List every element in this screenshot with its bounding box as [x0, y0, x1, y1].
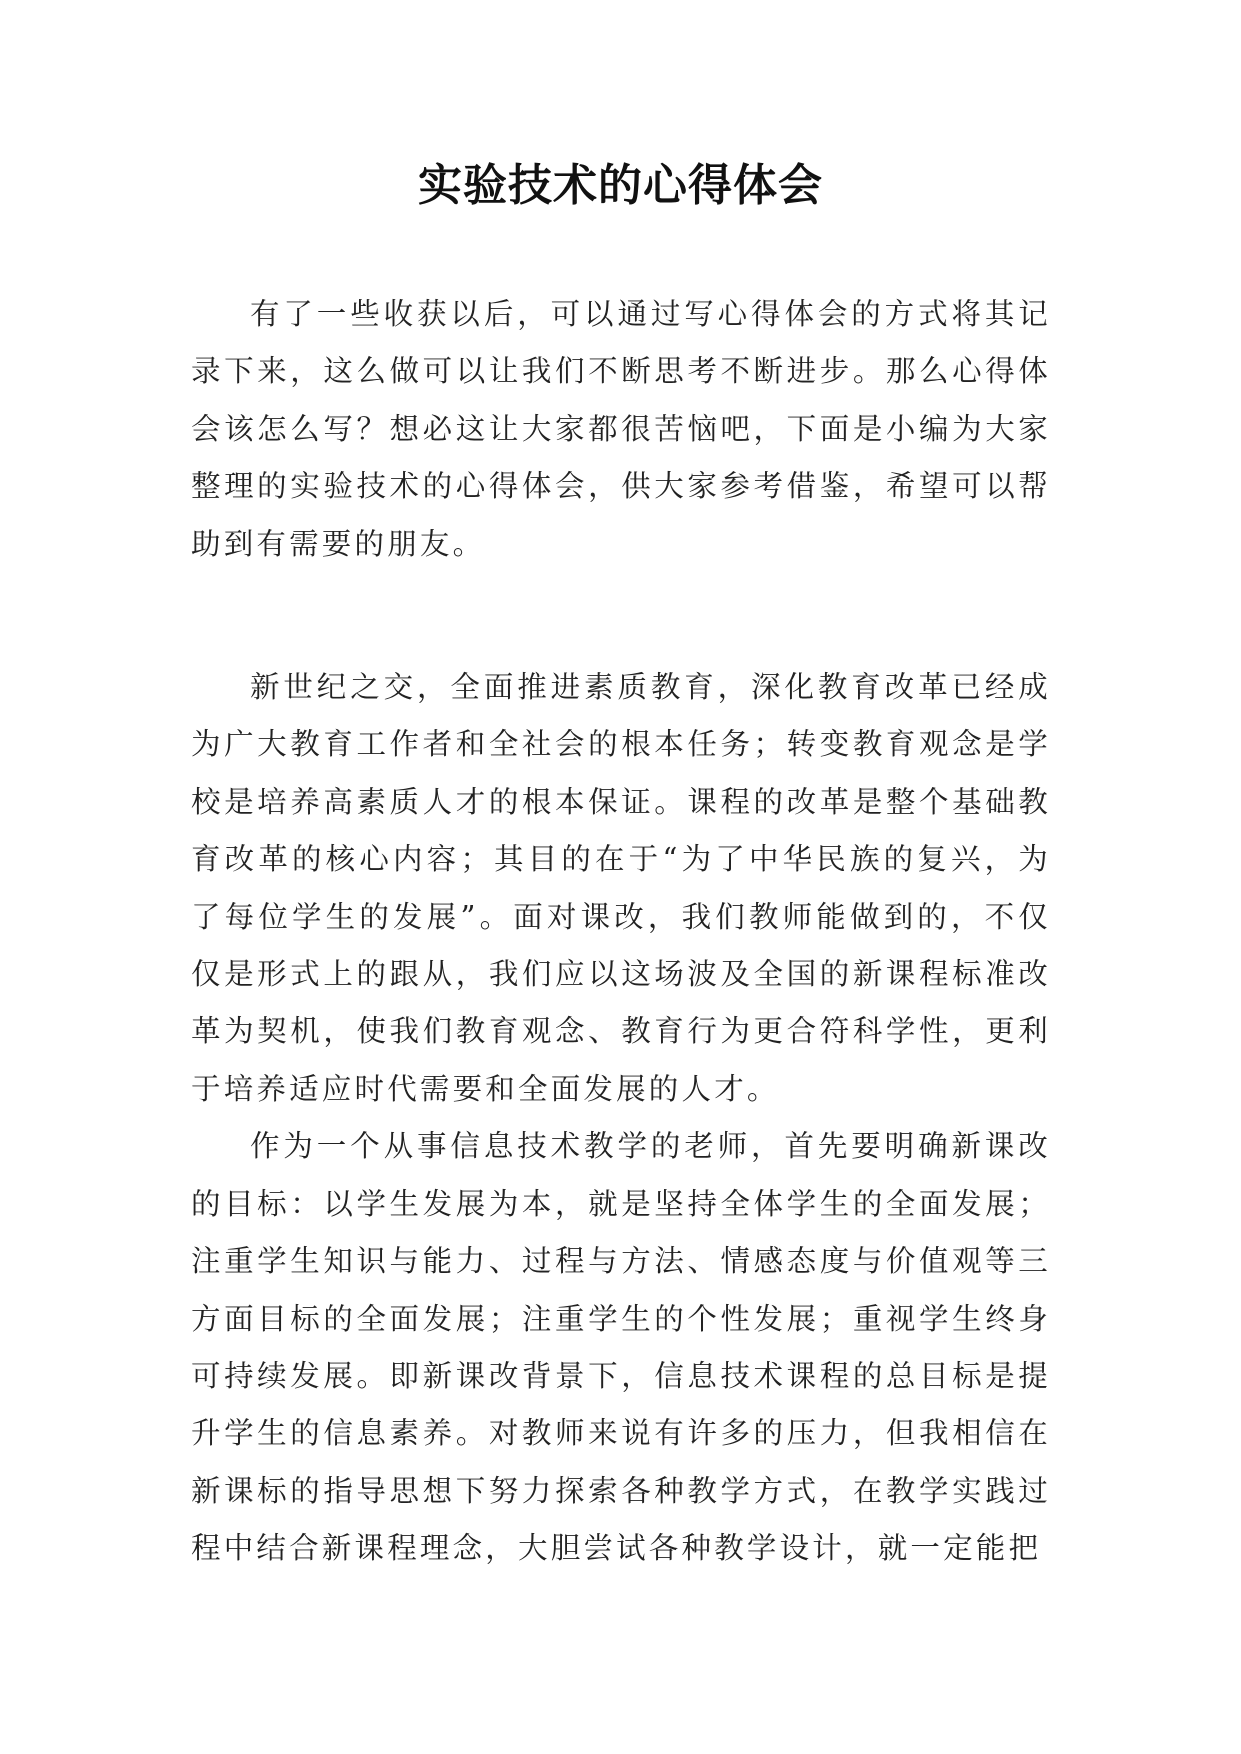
intro-paragraph: 有了一些收获以后，可以通过写心得体会的方式将其记录下来，这么做可以让我们不断思考不断进步。那么心得体会该怎么写？想必这让大家都很苦恼吧，下面是小编为大家整理的实验技术的心得体会，供大家参考借鉴，希望可以帮助到有需要的朋友。: [191, 297, 1051, 561]
document-body: [191, 286, 1051, 1578]
body-paragraph: 作为一个从事信息技术教学的老师，首先要明确新课改的目标：以学生发展为本，就是坚持全体学生的全面发展；注重学生知识与能力、过程与方法、情感态度与价值观等三方面目标的全面发展；注重学生的个性发展；重视学生终身可持续发展。即新课改背景下，信息技术课程的总目标是提升学生的信息素养。对教师来说有许多的压力，但我相信在新课标的指导思想下努力探索各种教学方式，在教学实践过程中结合新课程理念，大胆尝试各种教学设计，就一定能把: [191, 1129, 1051, 1566]
document-title: 实验技术的心得体会: [418, 160, 823, 211]
body-paragraph: 新世纪之交，全面推进素质教育，深化教育改革已经成为广大教育工作者和全社会的根本任务；转变教育观念是学校是培养高素质人才的根本保证。课程的改革是整个基础教育改革的核心内容；其目的在于“为了中华民族的复兴，为了每位学生的发展”。面对课改，我们教师能做到的，不仅仅是形式上的跟从，我们应以这场波及全国的新课程标准改革为契机，使我们教育观念、教育行为更合符科学性，更利于培养适应时代需要和全面发展的人才。: [191, 670, 1051, 1106]
